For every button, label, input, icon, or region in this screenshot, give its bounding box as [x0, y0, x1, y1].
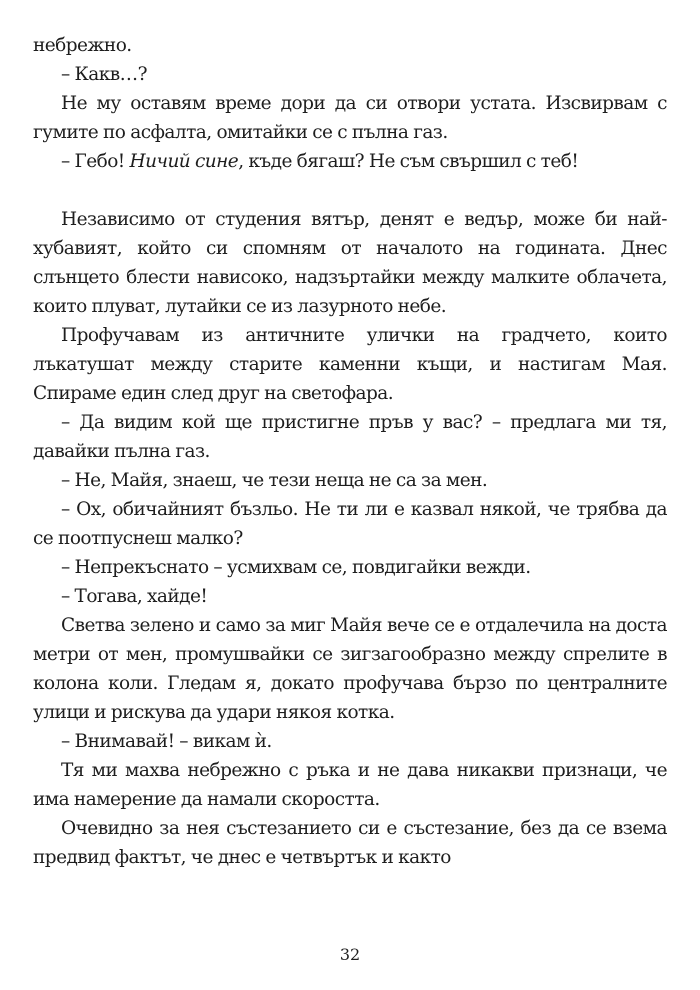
dialogue-text: – Гебо! — [61, 151, 130, 172]
body-text — [33, 31, 667, 872]
italic-text: Ничий сине — [129, 151, 239, 172]
paragraph: Очевидно за нея състезанието си е състезание, без да се взема предвид фактът, че днес е четвъртък и както — [33, 818, 667, 868]
paragraph: – Да видим кой ще пристигне пръв у вас? – предлага ми тя, давайки пълна газ. — [33, 412, 667, 462]
paragraph: – Тогава, хайде! — [61, 586, 208, 607]
paragraph — [33, 147, 667, 176]
paragraph: – Внимавай! – викам ѝ. — [61, 731, 272, 752]
paragraph: Тя ми махва небрежно с ръка и не дава никакви признаци, че има намерение да намали скоростта. — [33, 760, 667, 810]
dialogue-text: , къде бягаш? Не съм свършил с теб! — [238, 151, 579, 172]
paragraph: – Непрекъснато – усмихвам се, повдигайки вежди. — [61, 557, 531, 578]
paragraph: Светва зелено и само за миг Майя вече се е отдалечила на доста метри от мен, промушвайки се зигзагообразно между спрелите в колона коли. Гледам я, докато профучава бързо по централните улици и рискува да удари някоя котка. — [33, 615, 667, 723]
paragraph: – Ох, обичайният бъзльо. Не ти ли е казвал някой, че трябва да се поотпуснеш малко? — [33, 499, 667, 549]
paragraph: – Какв…? — [61, 64, 147, 85]
paragraph: небрежно. — [33, 35, 132, 56]
paragraph: Независимо от студения вятър, денят е ведър, може би най-хубавият, който си спомням от началото на годината. Днес слънцето блести нависоко, надзъртайки между малките облачета, които плуват, лутайки се из лазурното небе. — [33, 209, 667, 317]
paragraph: Профучавам из античните улички на градчето, които лъкатушат между старите каменни къщи, и настигам Мая. Спираме един след друг на светофара. — [33, 325, 667, 404]
page-number: 32 — [339, 945, 361, 964]
paragraph: Не му оставям време дори да си отвори устата. Изсвирвам с гумите по асфалта, омитайки се с пълна газ. — [33, 93, 667, 143]
paragraph: – Не, Майя, знаеш, че тези неща не са за мен. — [61, 470, 488, 491]
